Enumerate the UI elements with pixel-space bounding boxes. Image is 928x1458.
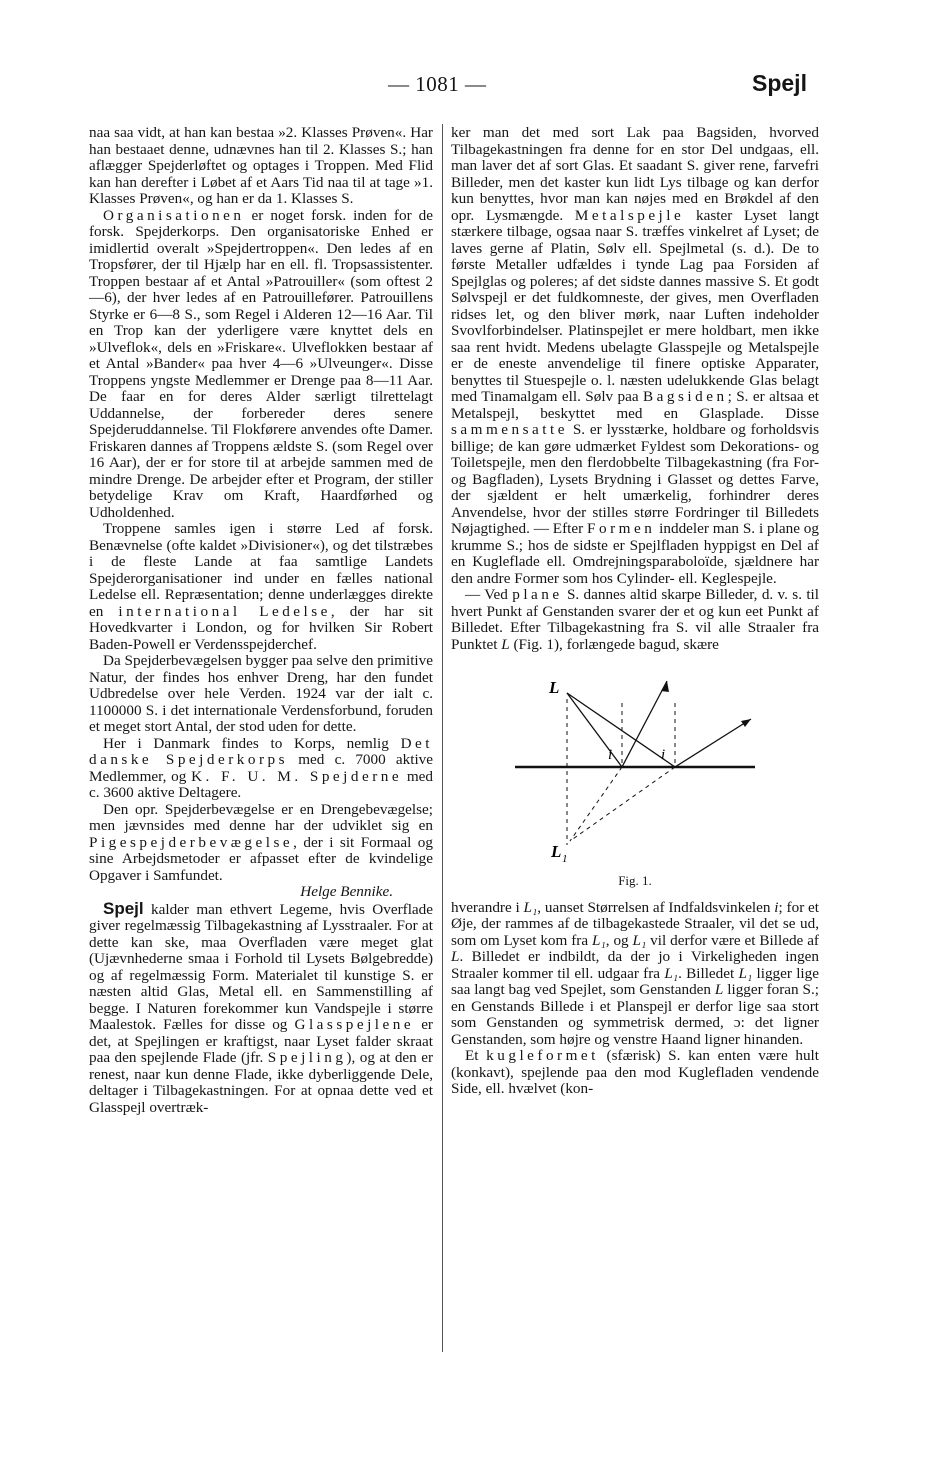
paragraph (89, 208, 433, 522)
paragraph (451, 125, 819, 587)
spaced-term: plane (512, 586, 563, 603)
spaced-term: sammensatte (451, 421, 568, 438)
arrow-head (741, 719, 751, 727)
text-run: ; for et Øje, der rammes af de tilbagekastede Straaler, vil det se ud, som om Lyset kom fra (451, 898, 820, 949)
paragraph (89, 736, 433, 802)
figure-caption: Fig. 1. (618, 873, 652, 888)
incident-ray (567, 693, 675, 767)
spaced-term: Metalspejle (574, 206, 685, 224)
column-divider (442, 124, 443, 1352)
text-run: vil derfor være et Billede af (646, 931, 819, 949)
spaced-term: Formen (587, 520, 656, 537)
text-run: hverandre i (451, 898, 524, 916)
paragraph (89, 521, 433, 653)
right-column (451, 125, 819, 1098)
text-run: med c. 3600 aktive Deltagere. (89, 767, 433, 801)
text-run: er det, at Spejlingen er kraftigst, naar Lyset falder skraat paa den spejlende Flade (jfr. (89, 1016, 433, 1066)
text-run: — Ved (465, 586, 513, 603)
label-i: i (661, 747, 666, 763)
paragraph (89, 802, 433, 885)
text-run: ), og at den er renest, naar kun denne Flade, ikke dyberliggende Dele, deltager i Tilbagekastningen. For at opnaa dette ved et Glasspejl overtræk- (89, 1049, 434, 1116)
extension-ray (570, 767, 675, 841)
author-signature: Helge Bennike. (300, 883, 393, 900)
text-run: inddeler man S. i plane og krumme S.; hos de sidste er Spejlfladen hyppigst en Del af en Kugleflade ell. Omdrejningsparaboloïde, sjældnere har den andre Former som hos Cylinder- ell. Keglespejle. (451, 520, 819, 587)
label-i: i (608, 747, 613, 763)
left-column (89, 125, 433, 1116)
label-L1-subscript: 1 (562, 853, 568, 865)
paragraph (451, 900, 819, 1049)
text-run: kaster Lyset langt stærkere tilbage, ogsaa naar S. træffes vinkelret af Lyset; de laves gerne af Platin, Sølv ell. Spejlmetal (s. d.). De to første Metaller udfældes i tynde Lag paa Forsiden af Spejlglas og poleres; af det sidste dannes massive S. Et godt Sølvspejl er det fuldkomneste, der gives, men Overfladen ridses let, og den bliver mørk, naar Luften indeholder Svovlforbindelser. Platinspejlet er mere holdbart, men ikke saa rent hvidt. Medens ubelagte Glasspejle og Metalspejle er de eneste anvendelige til finere optiske Apparater, benyttes til Stuespejle o. l. næsten udelukkende Glas belagt med Tinamalgam ell. Sølv paa (451, 206, 819, 405)
paragraph (451, 587, 819, 653)
incident-ray (567, 693, 622, 767)
arrow-head (661, 681, 669, 692)
text-run: . Billedet (678, 964, 739, 982)
text-run: med c. 7000 aktive Medlemmer, og (89, 751, 434, 785)
symbol-L1: L₁ (664, 964, 679, 982)
paragraph: naa saa vidt, at han kan bestaa »2. Klasses Prøven«. Har han bestaaet denne, udnævnes han til 2. Klasses S.; han aflægger Spejderløftet og optages i Troppen. Med Flid kan han derefter i Løbet af et Aars Tid naa til at tage »1. Klasses Prøven«, og han er da 1. Klasses S. (89, 124, 433, 207)
symbol-L1: L₁ (632, 931, 647, 949)
text-run: er noget forsk. inden for de forsk. Spejderkorps. Den organisatoriske Enhed er imidlertid overalt »Spejdertroppen«. Den ledes af en Tropsfører, der til Hjælp har en ell. fl. Tropsassistenter. Troppen bestaar af et Antal »Patrouiller« (som oftest 2—6), der hver ledes af en Patrouillefører. Patrouillens Styrke er 6—8 S., som Regel i Alderen 12—16 Aar. Til en Trop kan der yderligere være knyttet dels en »Ulveflok«, dels en »Friskare«. Ulveflokken bestaar af et Antal »Bander« paa hver 4—6 »Ulveunger«. Disse Troppens yngste Medlemmer er Drenge paa 8—11 Aar. De faar en for deres Alder særligt tilrettelagt Uddannelse, der forbereder deres senere Spejderuddannelse. Til Flokførere anvendes ofte Damer. Friskaren dannes af Troppens ældste S. (som Regel over 16 Aar), der er for store til at arbejde sammen med de mindre Drenge. De arbejder efter et Program, der stiller betydelige Krav om Kraft, Haardførhed og Udholdenhed. (89, 206, 433, 521)
figure-1 (515, 667, 815, 867)
text-run: Her i Danmark findes to Korps, nemlig (103, 734, 401, 752)
spaced-term: K. F. U. M. Spejderne (191, 767, 403, 785)
text-run: S. er lysstærke, holdbare og forholdsvis billige; de kan gøre udmærket Fyldest som Dekorations- og Toiletspejle, men den flerdobbelte Tilbagekastning (fra For- og Bagfladen), Lysets Brydning i Glasset og dettes Farve, der sjældent er helt umærkelig, forhindrer deres Anvendelse, hvor der stilles større Fordringer til Billedets Nøjagtighed. — Efter (451, 421, 819, 537)
text-run: (sfærisk) S. kan enten være hult (konkavt), spejlende paa den mod Kuglefladen vendende Side, ell. hvælvet (kon- (451, 1047, 819, 1097)
mirror-reflection-diagram (515, 667, 755, 867)
symbol-L1: L₁ (592, 931, 606, 949)
text-run: (Fig. 1), forlængede bagud, skære (509, 635, 719, 653)
symbol-L1: L₁ (523, 898, 538, 916)
symbol-L1: L₁ (738, 964, 753, 982)
symbol-L: L (451, 948, 460, 965)
spaced-term: Det danske Spejderkorps (89, 734, 433, 768)
symbol-L: L (501, 635, 510, 653)
text-run: , der har sit Hovedkvarter i London, og for hvilken Sir Robert Baden-Powell er Verdensspejderchef. (89, 602, 433, 653)
symbol-i: i (774, 898, 779, 916)
text-run: ligger foran S.; en Genstands Billede i et Planspejl er derfor lige saa stort som Genstanden og symmetrisk dermed, ɔ: det ligner Genstanden, som højre og venstre Haand ligner hinanden. (451, 981, 820, 1048)
text-run: Troppene samles igen i større Led af forsk. Benævnelse (ofte kaldet »Divisioner«), og det tilstræbes i de fleste Lande at faa samtlige Landets Spejderorganisationer ind under en fælles national Ledelse ell. Repræsentation; denne underlægges direkte en (89, 520, 433, 620)
spaced-term: Pigespejderbevægelse (89, 833, 294, 851)
paragraph (89, 898, 434, 1117)
paragraph: Da Spejderbevægelsen bygger paa selve den primitive Natur, der findes hos enhver Dreng, har den fundet Udbredelse over hele Verden. 1924 var der ialt c. 1100000 S. i det internationale Verdensforbund, foruden et meget stort Antal, der stod uden for dette. (89, 652, 433, 735)
text-run: , uanset Størrelsen af Indfaldsvinkelen (537, 898, 775, 916)
text-run: kalder man ethvert Legeme, hvis Overflade giver regelmæssig Tilbagekastning af Lysstraaler. For at dette kan ske, maa Overfladen være meget glat (Ujævnhederne smaa i Forhold til Lysets Bølgebredde) og af regelmæssig Form. Materialet til kunstige S. er næsten altid Glas, Metal ell. en Sammenstilling af begge. I Naturen forekommer kun Vandspejle i større Maalestok. Fælles for disse og (89, 900, 433, 1033)
entry-keyword: Spejl (103, 898, 144, 918)
running-head: Spejl (752, 70, 807, 96)
paragraph (451, 1048, 819, 1098)
label-L: L (549, 678, 560, 697)
text-run: ligger lige saa langt bag ved Spejlet, som Genstanden (451, 964, 819, 998)
text-run: ker man det med sort Lak paa Bagsiden, hvorved Tilbagekastningen fra denne for en stor Del undgaas, ell. man laver det af sort Glas. Et saadant S. giver rene, farvefri Billeder, men det kaster kun lidt Lys tilbage og kan derfor kun benyttes, hvor man kan nøjes med en Brøkdel af den opr. Lysmængde. (451, 124, 819, 224)
spaced-term: Glasspejlene (294, 1016, 415, 1033)
text-run: ; S. er altsaa et Metalspejl, beskyttet med en Glasplade. Disse (451, 388, 820, 422)
text-run: Et (465, 1047, 487, 1064)
label-L1: L (551, 842, 562, 861)
symbol-L: L (714, 981, 724, 998)
spaced-term: Organisationen (103, 206, 245, 224)
page-number: — 1081 — (388, 72, 487, 96)
text-run: . Billedet er indbildt, da der jo i Virkeligheden ingen Straaler kommer til ell. udgaar fra (451, 948, 819, 982)
extension-ray (570, 767, 622, 841)
text-run: Den opr. Spejderbevægelse er en Drengebevægelse; men jævnsides med denne har der udviklet sig en (89, 800, 433, 834)
spaced-term: Spejling (267, 1049, 347, 1066)
text-run: , og (605, 931, 633, 949)
spaced-term: international Ledelse (118, 602, 331, 620)
text-run: , der i sit Formaal og sine Arbejdsmetoder er afpasset efter de kvindelige Opgaver i Samfundet. (89, 833, 433, 884)
spaced-term: Bagsiden (643, 388, 728, 405)
reflected-ray (675, 719, 751, 767)
spaced-term: kugleformet (486, 1047, 599, 1064)
text-run: S. dannes altid skarpe Billeder, d. v. s. til hvert Punkt af Genstanden svarer der et og kun eet Punkt af Billedet. Efter Tilbagekastning fra S. vil alle Straaler fra Punktet (451, 586, 819, 653)
